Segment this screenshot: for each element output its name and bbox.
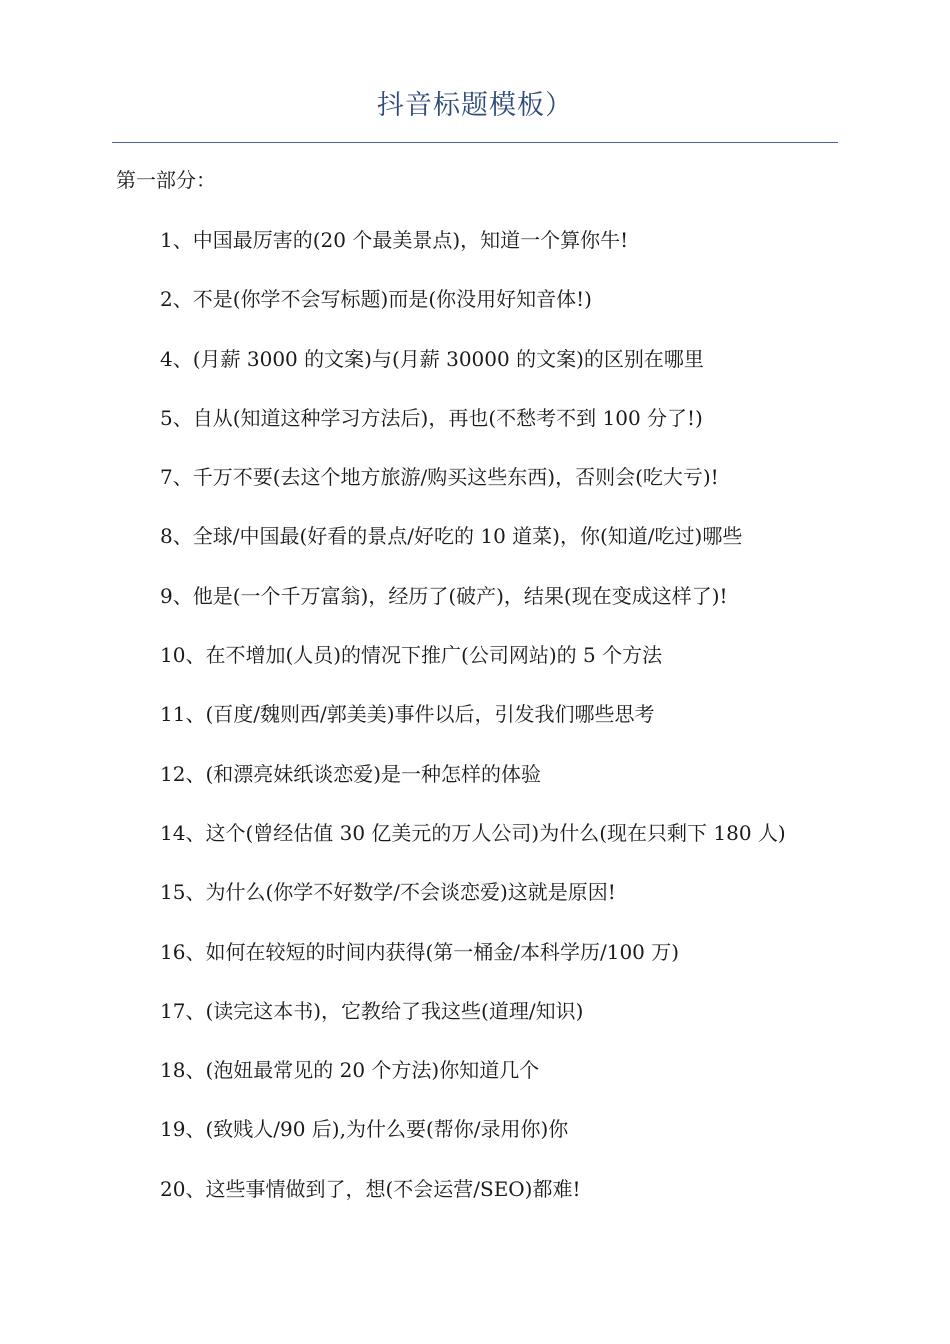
list-item: 11、(百度/魏则西/郭美美)事件以后，引发我们哪些思考 [160, 702, 655, 727]
title-divider [112, 142, 838, 143]
list-item: 18、(泡妞最常见的 20 个方法)你知道几个 [160, 1058, 540, 1083]
list-item: 20、这些事情做到了，想(不会运营/SEO)都难! [160, 1176, 581, 1201]
list-item: 7、千万不要(去这个地方旅游/购买这些东西)，否则会(吃大亏)! [160, 465, 719, 490]
list-item: 4、(月薪 3000 的文案)与(月薪 30000 的文案)的区别在哪里 [160, 346, 704, 371]
list-item: 5、自从(知道这种学习方法后)，再也(不愁考不到 100 分了!) [160, 405, 703, 430]
section-heading: 第一部分： [116, 168, 216, 192]
list-item: 14、这个(曾经估值 30 亿美元的万人公司)为什么(现在只剩下 180 人) [160, 820, 786, 845]
list-item: 2、不是(你学不会写标题)而是(你没用好知音体!) [160, 287, 592, 312]
list-item: 8、全球/中国最(好看的景点/好吃的 10 道菜)，你(知道/吃过)哪些 [160, 524, 743, 549]
title-template-list [160, 226, 786, 1234]
list-item: 17、(读完这本书)，它教给了我这些(道理/知识) [160, 998, 584, 1023]
list-item: 12、(和漂亮妹纸谈恋爱)是一种怎样的体验 [160, 761, 542, 786]
list-item: 16、如何在较短的时间内获得(第一桶金/本科学历/100 万) [160, 939, 680, 964]
list-item: 10、在不增加(人员)的情况下推广(公司网站)的 5 个方法 [160, 643, 663, 668]
list-item: 1、中国最厉害的(20 个最美景点)，知道一个算你牛! [160, 228, 629, 252]
list-item: 9、他是(一个千万富翁)，经历了(破产)，结果(现在变成这样了)! [160, 583, 728, 608]
document-title: 抖音标题模板） [377, 90, 573, 121]
list-item: 15、为什么(你学不好数学/不会谈恋爱)这就是原因! [160, 880, 616, 905]
list-item: 19、(致贱人/90 后),为什么要(帮你/录用你)你 [160, 1117, 569, 1142]
